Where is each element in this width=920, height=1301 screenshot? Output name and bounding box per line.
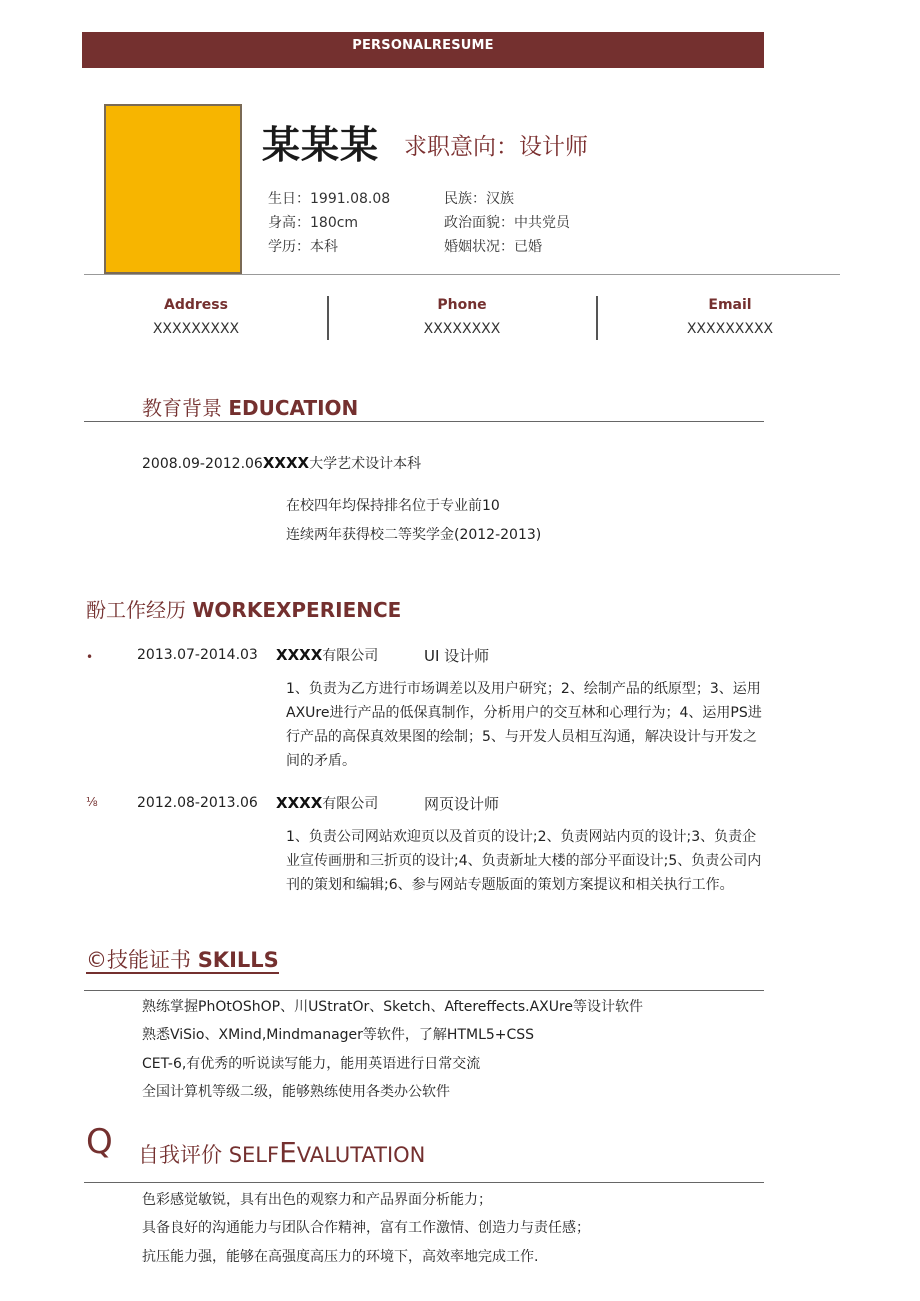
self-eval-divider (84, 1182, 764, 1183)
contact-phone-value: XXXXXXXX (423, 321, 501, 337)
skill-item: 全国计算机等级二级，能够熟练使用各类办公软件 (142, 1084, 450, 1100)
education-item: 连续两年获得校二等奖学金(2012-2013) (286, 527, 542, 543)
education-entry (142, 453, 421, 473)
birth-date: 生日：1991.08.08 (268, 191, 391, 207)
company-name-bold: XXXX (276, 794, 323, 812)
work-title-cn: 工作经历 (106, 598, 186, 622)
company-name: 有限公司 (322, 648, 379, 664)
contact-address-value: XXXXXXXXX (152, 321, 240, 337)
self-eval-item: 抗压能力强，能够在高强度高压力的环境下，高效率地完成工作. (142, 1249, 539, 1265)
company-name: 有限公司 (322, 796, 379, 812)
contact-phone-label: Phone (437, 297, 487, 313)
job-role: 网页设计师 (424, 795, 500, 813)
job-intent: 求职意向：设计师 (404, 134, 588, 160)
job-company (276, 645, 378, 665)
education-item: 在校四年均保持排名位于专业前10 (286, 498, 500, 514)
education-title-en: EDUCATION (228, 396, 359, 420)
self-eval-title-en-2: E (279, 1136, 297, 1169)
education-period: 2008.09-2012.06 (142, 456, 263, 472)
skill-item: 熟悉ViSio、XMind,Mindmanager等软件，了解HTML5+CSS (142, 1027, 535, 1043)
job-marker: • (86, 650, 94, 664)
self-eval-item: 色彩感觉敏锐，具有出色的观察力和产品界面分析能力； (142, 1192, 492, 1208)
job-description: 1、负责为乙方进行市场调差以及用户研究；2、绘制产品的纸原型；3、运用AXUre进行产品的低保真制作，分析用户的交互林和心理行为；4、运用PS进行产品的高保真效果图的绘制；5、与开发人员相互沟通，解决设计与开发之间的矛盾。 (286, 681, 762, 769)
contact-email-label: Email (708, 297, 752, 313)
header-divider (84, 274, 840, 275)
self-eval-item: 具备良好的沟通能力与团队合作精神，富有工作激情、创造力与责任感； (142, 1220, 590, 1236)
ethnicity: 民族：汉族 (444, 191, 514, 207)
company-name-bold: XXXX (276, 646, 323, 664)
job-description: 1、负责公司网站欢迎页以及首页的设计;2、负责网站内页的设计;3、负责企业宣传画册和三折页的设计;4、负责新址大楼的部分平面设计;5、负责公司内刊的策划和编辑;6、参与网站专题版面的策划方案提议和相关执行工作。 (286, 829, 762, 893)
profile-photo (104, 104, 242, 274)
political-status: 政治面貌：中共党员 (444, 215, 570, 231)
school-name: 大学艺术设计本科 (309, 456, 422, 472)
job-period: 2013.07-2014.03 (137, 647, 258, 663)
work-title-prefix: 酚 (86, 598, 106, 622)
skills-section-title (86, 944, 279, 974)
job-marker: ⅛ (86, 795, 98, 809)
self-eval-title-cn: 自我评价 (138, 1143, 222, 1167)
work-title-en: WORKEXPERIENCE (192, 598, 402, 622)
skills-title-cn: 技能证书 (107, 948, 191, 972)
contact-address-label: Address (164, 297, 228, 313)
marital-status: 婚姻状况：已婚 (444, 239, 542, 255)
contact-email-value: XXXXXXXXX (686, 321, 774, 337)
skills-title-en: SKILLS (197, 948, 279, 972)
self-eval-title-en-1: SELF (228, 1143, 280, 1167)
education-level: 学历：本科 (268, 239, 338, 255)
self-eval-section-title (138, 1136, 425, 1169)
job-role: UI 设计师 (424, 647, 490, 665)
skills-title-underline (86, 948, 279, 974)
skills-divider (84, 990, 764, 991)
contact-separator (327, 296, 329, 340)
candidate-name: 某某某 (262, 123, 380, 167)
work-section-title (86, 594, 401, 623)
contact-separator (596, 296, 598, 340)
job-company (276, 793, 378, 813)
education-divider (84, 421, 764, 422)
self-eval-prefix: Q (86, 1122, 113, 1162)
skill-item: 熟练掌握PhOtOShOP、川UStratOr、Sketch、Aftereffects.AXUre等设计软件 (142, 999, 644, 1015)
education-title-cn: 教育背景 (142, 396, 222, 420)
self-eval-title-en-3: VALUTATION (296, 1143, 426, 1167)
school-name-bold: XXXX (262, 454, 310, 472)
skill-item: CET-6,有优秀的听说读写能力，能用英语进行日常交流 (142, 1056, 481, 1072)
job-period: 2012.08-2013.06 (137, 795, 258, 811)
height: 身高：180cm (268, 215, 359, 231)
education-section-title (142, 392, 358, 421)
skills-title-prefix: © (86, 948, 107, 972)
resume-banner: PERSONALRESUME (82, 32, 764, 68)
